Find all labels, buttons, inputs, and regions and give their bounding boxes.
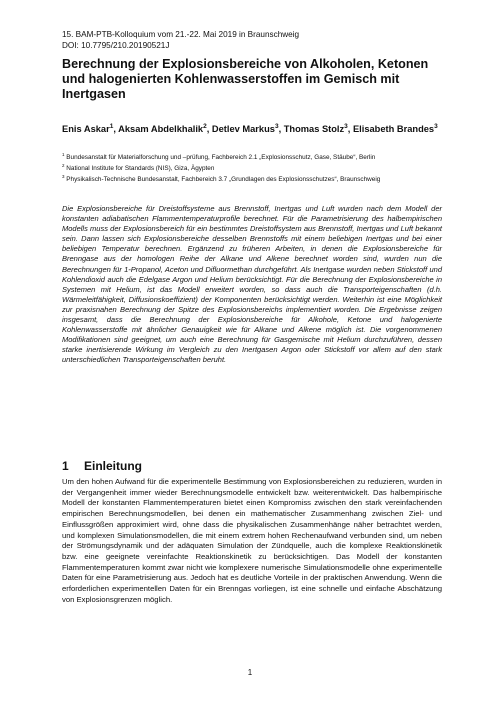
affiliation-text: Physikalisch-Technische Bundesanstalt, Fachbereich 3.7 „Grundlagen des Explosionsschutzes“, Braunschweig [66,176,381,183]
section-heading [62,459,142,473]
affiliation-text: Bundesanstalt für Materialforschung und –prüfung, Fachbereich 2.1 „Explosionsschutz, Gase, Stäube“, Berlin [66,154,376,161]
affiliation-number: 2 [62,162,65,168]
author-affiliation-mark: 1 [109,122,114,130]
affiliation-list [62,152,452,185]
abstract: Die Explosionsbereiche für Dreistoffsysteme aus Brennstoff, Inertgas und Luft wurden nach dem Modell der konstanten adiabatischen Flammentemperaturprofile berechnet. Für die Parametrisierung des halbempirischen Modells muss der Explosionsbereich für ein bestimmtes Dreistoffsystem aus Brennstoff, Inertgas und Luft bekannt sein. Dann lassen sich Explosionsbereiche desselben Brennstoffs mit einem beliebigen Inertgas und bei einer beliebigen Temperatur berechnen. Ergänzend zu früheren Arbeiten, in denen die Explosionsbereiche für Brenngase aus der homologen Reihe der Alkane und Alkene berechnet worden sind, wurden nun die Berechnungen für 1-Propanol, Aceton und Difluormethan durchgeführt. Als Inertgase wurden neben Stickstoff und Kohlendioxid auch die Edelgase Argon und Helium berücksichtigt. Für die Berechnung der Explosionsbereiche in Systemen mit Helium, ist das Modell erweitert worden, so dass auch die Transporteigenschaften (d.h. Wärmeleitfähigkeit, Diffusionskoeffizient) der Komponenten berücksichtigt werden. Weiterhin ist eine Möglichkeit zur praxisnahen Berechnung der Spitze des Explosionsbereichs implementiert worden. Die Ergebnisse zeigen insgesamt, dass die Berechnung der Explosionsbereiche für Alkohole, Ketone und halogenierte Kohlenwasserstoffe mit ähnlicher Genauigkeit wie für Alkane und Alkene möglich ist. Die vorgenommenen Modifikationen sind geeignet, um auch eine Berechnung für Gasgemische mit Helium durchzuführen, dessen starke inertisierende Wirkung im Vergleich zu den Inertgasen Argon oder Stickstoff vor allem auf den stark unterschiedlichen Transporteigenschaften beruht. [62,204,442,365]
author-affiliation-mark: 3 [274,122,279,130]
affiliation-text: National Institute for Standards (NIS), Giza, Ägypten [66,165,215,172]
section-body: Um den hohen Aufwand für die experimentelle Bestimmung von Explosionsbereichen zu reduzieren, wurden in der Vergangenheit immer wieder Berechnungsmodelle entwickelt bzw. weiterentwickelt. Das halbempirische Modell der konstanten Flammentemperaturen bietet einen Kompromiss zwischen den stark vereinfachenden empirischen Berechnungsmodellen, bei denen ein mathematischer Zusammenhang zwischen Ziel- und Einflussgrößen approximiert wird, ohne dass die physikalischen Zusammenhänge näher betrachtet werden, und komplexen Simulationsmodellen, die mit einem extrem hohen Rechenaufwand verbunden sind, um neben der Strömungsdynamik und der adäquaten Simulation der Zündquelle, auch die komplexe Reaktionskinetik bzw. eine geeignete vereinfachte Reaktionskinetik zu berücksichtigen. Das Modell der konstanten Flammentemperaturen kommt zwar nicht wie komplexere numerische Simulationsmodelle ohne experimentelle Daten für eine Parametrisierung aus. Jedoch hat es deutliche Vorteile in der praktischen Anwendung. Wenn die erforderlichen experimentellen Daten für ein Brenngas vorliegen, ist eine schnelle und einfache Abschätzung von Explosionsgrenzen möglich. [62,477,442,604]
author-name: Aksam Abdelkhalik [118,124,204,134]
affiliation-item [62,163,452,174]
author-name: Elisabeth Brandes [352,124,435,134]
author-name: Enis Askar [62,124,110,134]
page-number: 1 [247,668,253,677]
author-affiliation-mark: 3 [434,122,438,130]
paper-title: Berechnung der Explosionsbereiche von Alkoholen, Ketonen und halogenierten Kohlenwasserstoffen im Gemisch mit Inertgasen [62,57,429,101]
affiliation-number: 1 [62,151,65,157]
author-affiliation-mark: 3 [344,122,348,130]
author-name: Thomas Stolz [283,124,345,134]
affiliation-item [62,174,452,185]
author-affiliation-mark: 2 [203,122,207,130]
affiliation-item [62,152,452,163]
conference-header [62,30,299,51]
doi-line: DOI: 10.7795/210.20190521J [62,40,170,50]
section-number: 1 [62,459,69,473]
conference-line: 15. BAM-PTB-Kolloquium vom 21.-22. Mai 2019 in Braunschweig [62,30,300,39]
author-list: Enis Askar$^1$, Aksam Abdelkhalik$^2$, Detlev Markus$^3$, Thomas Stolz$^3$, Elisabeth Brandes$^3$ [62,122,438,134]
author-name: Detlev Markus [211,124,275,134]
section-title: Einleitung [84,459,142,473]
affiliation-number: 3 [62,173,65,179]
